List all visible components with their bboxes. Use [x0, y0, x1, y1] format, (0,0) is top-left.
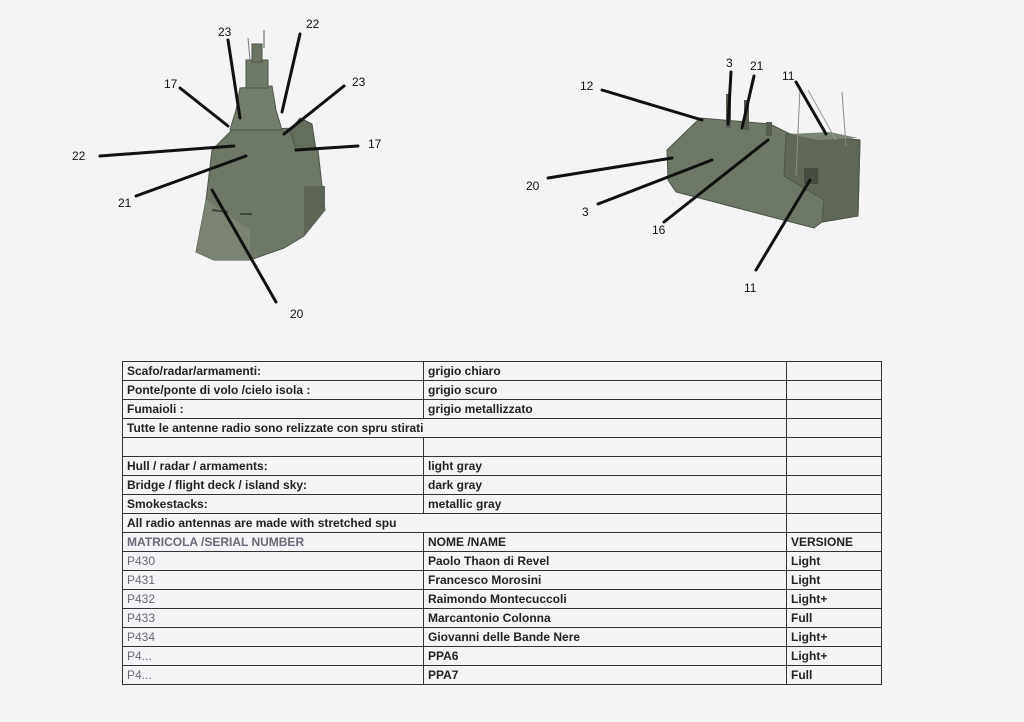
serial-number: P4... [123, 666, 424, 685]
empty-cell [787, 514, 882, 533]
callout-number: 21 [118, 196, 132, 210]
paint-color-value: grigio chiaro [424, 362, 787, 381]
empty-cell [787, 381, 882, 400]
table-header-row [123, 533, 882, 552]
ship-row [123, 571, 882, 590]
name-column-header: NOME /NAME [424, 533, 787, 552]
ship-version: Full [787, 609, 882, 628]
ship-version: Light [787, 552, 882, 571]
ship-row [123, 647, 882, 666]
callout-number: 22 [72, 149, 86, 163]
callout-number: 17 [164, 77, 178, 91]
paint-color-value: light gray [424, 457, 787, 476]
ship-version: Light [787, 571, 882, 590]
serial-number: P434 [123, 628, 424, 647]
table-row [123, 457, 882, 476]
bridge-superstructure-model [196, 30, 325, 260]
ship-version: Light+ [787, 647, 882, 666]
serial-number: P433 [123, 609, 424, 628]
callout-number: 17 [368, 137, 382, 151]
ship-row [123, 609, 882, 628]
table-row [123, 495, 882, 514]
empty-cell [787, 457, 882, 476]
empty-cell [787, 495, 882, 514]
ship-row [123, 666, 882, 685]
table-row-empty [123, 438, 882, 457]
empty-cell [787, 400, 882, 419]
ship-name: Francesco Morosini [424, 571, 787, 590]
ship-row [123, 552, 882, 571]
ship-row [123, 628, 882, 647]
ship-name: PPA6 [424, 647, 787, 666]
callout-number: 11 [782, 69, 795, 83]
table-row [123, 514, 882, 533]
paint-color-value: grigio scuro [424, 381, 787, 400]
paint-part-label: Fumaioli : [123, 400, 424, 419]
ship-name: Marcantonio Colonna [424, 609, 787, 628]
table-row [123, 419, 882, 438]
callout-number: 3 [726, 56, 733, 70]
paint-color-value: dark gray [424, 476, 787, 495]
serial-column-header: MATRICOLA /SERIAL NUMBER [123, 533, 424, 552]
antenna-note: Tutte le antenne radio sono relizzate con spru stirati [123, 419, 787, 438]
table-row [123, 381, 882, 400]
callout-number: 22 [306, 17, 320, 31]
serial-number: P430 [123, 552, 424, 571]
callout-number: 11 [744, 281, 757, 295]
paint-part-label: Smokestacks: [123, 495, 424, 514]
paint-part-label: Scafo/radar/armamenti: [123, 362, 424, 381]
assembly-diagram [0, 0, 1024, 340]
callout-number: 12 [580, 79, 594, 93]
callout-number: 23 [352, 75, 366, 89]
paint-part-label: Ponte/ponte di volo /cielo isola : [123, 381, 424, 400]
callout-number: 21 [750, 59, 764, 73]
ship-name: Raimondo Montecuccoli [424, 590, 787, 609]
flight-deck-section-model [667, 88, 860, 228]
ship-version: Light+ [787, 590, 882, 609]
callout-number: 20 [526, 179, 540, 193]
serial-number: P4... [123, 647, 424, 666]
paint-and-versions-table [122, 361, 882, 685]
table-row [123, 400, 882, 419]
empty-cell [424, 438, 787, 457]
paint-part-label: Bridge / flight deck / island sky: [123, 476, 424, 495]
paint-color-value: metallic gray [424, 495, 787, 514]
empty-cell [787, 476, 882, 495]
callout-number: 23 [218, 25, 232, 39]
ship-row [123, 590, 882, 609]
empty-cell [123, 438, 424, 457]
ship-version: Full [787, 666, 882, 685]
empty-cell [787, 438, 882, 457]
callout-number: 3 [582, 205, 589, 219]
callout-number: 16 [652, 223, 666, 237]
callout-number: 20 [290, 307, 304, 321]
paint-color-value: grigio metallizzato [424, 400, 787, 419]
ship-version: Light+ [787, 628, 882, 647]
serial-number: P431 [123, 571, 424, 590]
empty-cell [787, 419, 882, 438]
serial-number: P432 [123, 590, 424, 609]
empty-cell [787, 362, 882, 381]
antenna-note: All radio antennas are made with stretched spu [123, 514, 787, 533]
ship-name: Paolo Thaon di Revel [424, 552, 787, 571]
table-row [123, 362, 882, 381]
paint-part-label: Hull / radar / armaments: [123, 457, 424, 476]
ship-name: PPA7 [424, 666, 787, 685]
version-column-header: VERSIONE [787, 533, 882, 552]
ship-name: Giovanni delle Bande Nere [424, 628, 787, 647]
table-row [123, 476, 882, 495]
